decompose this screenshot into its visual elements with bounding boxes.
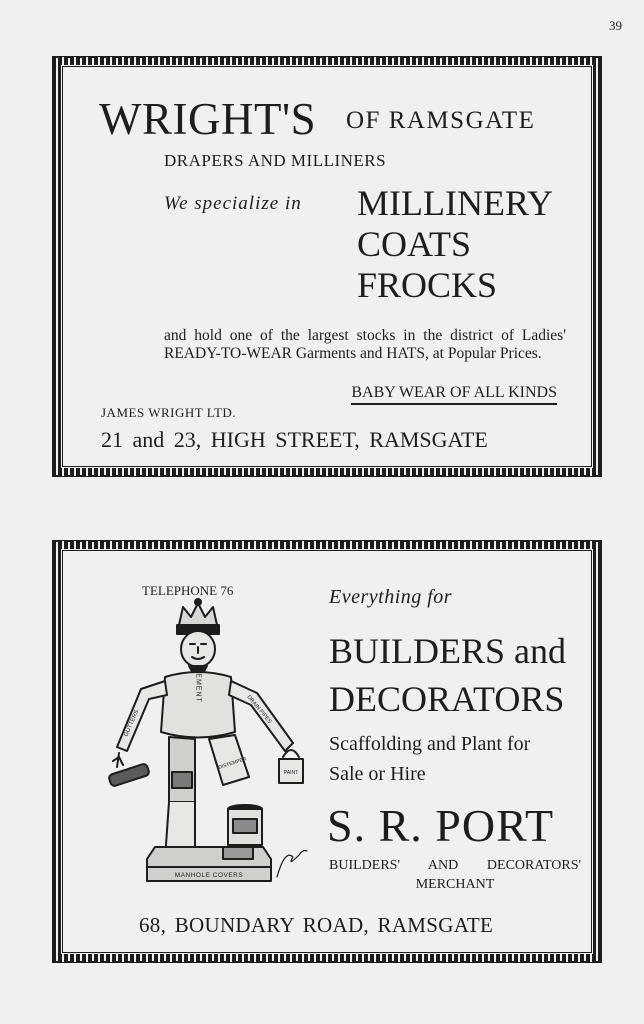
stock-description: and hold one of the largest stocks in the district of Ladies' READY-TO-WEAR Garments and HATS, at Popular Prices. — [164, 327, 566, 362]
cement-label: CEMENT — [194, 667, 202, 703]
everything-for: Everything for — [329, 586, 453, 608]
merchant-line-1: BUILDERS' AND DECORATORS' — [329, 858, 581, 873]
merchant-description — [329, 856, 581, 894]
port-advertisement — [52, 540, 602, 963]
telephone-number: TELEPHONE 76 — [142, 583, 234, 598]
merchant-line-2: MERCHANT — [415, 877, 495, 892]
specialty-coats: COATS — [357, 224, 472, 264]
company-name: JAMES WRIGHT LTD. — [101, 405, 237, 420]
paint-label: PAINT — [283, 770, 299, 776]
wrights-advertisement — [52, 56, 602, 477]
scaffolding-line-1: Scaffolding and Plant for — [329, 733, 531, 755]
drain-pipes-label: DRAIN PIPES — [245, 694, 273, 725]
scaffolding-line-2: Sale or Hire — [329, 763, 426, 785]
specialty-millinery: MILLINERY — [357, 183, 553, 223]
specialize-text: We specialize in — [164, 193, 302, 214]
gutters-label: GUTTERS — [123, 709, 141, 738]
headline-line-1: BUILDERS and — [329, 631, 566, 671]
manhole-covers-label: MANHOLE COVERS — [174, 872, 244, 879]
specialties-list — [357, 183, 553, 306]
of-ramsgate: OF RAMSGATE — [346, 107, 536, 134]
scaffolding-text — [329, 729, 530, 789]
headline-line-2: DECORATORS — [329, 679, 565, 719]
page-number: 39 — [609, 18, 622, 33]
wrights-title: WRIGHT'S — [99, 94, 317, 144]
port-address: 68, BOUNDARY ROAD, RAMSGATE — [139, 913, 494, 937]
builder-figure-illustration — [97, 597, 312, 897]
wrights-address: 21 and 23, HIGH STREET, RAMSGATE — [101, 427, 488, 452]
distemper-label: DISTEMPER — [217, 756, 248, 771]
drapers-subtitle: DRAPERS AND MILLINERS — [164, 151, 387, 170]
builders-decorators-headline — [329, 627, 566, 723]
baby-wear-line: BABY WEAR OF ALL KINDS — [351, 384, 557, 405]
merchant-name: S. R. PORT — [327, 800, 555, 851]
specialty-frocks: FROCKS — [357, 265, 498, 305]
